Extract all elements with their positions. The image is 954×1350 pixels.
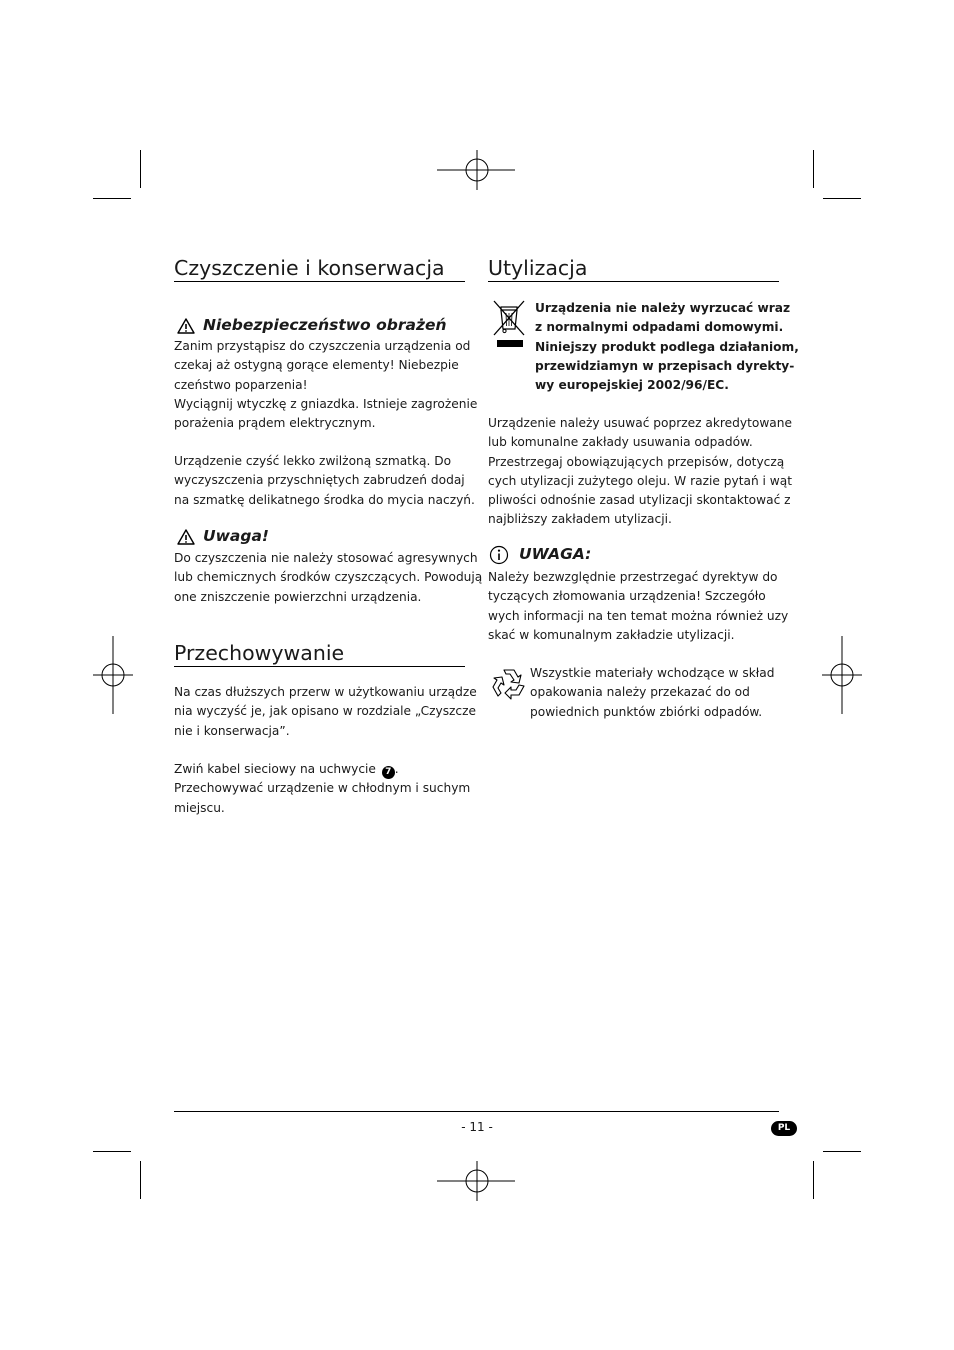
note-heading-row <box>489 545 591 565</box>
text-line: najbliższy zakładem utylizacji. <box>488 512 672 527</box>
warning-triangle-icon <box>177 529 195 545</box>
page-number: - 11 - <box>461 1120 493 1134</box>
registration-mark-left <box>93 636 133 714</box>
disposal-title-rule <box>488 281 779 282</box>
text-line: Wyciągnij wtyczkę z gniazdka. Istnieje zagrożenie <box>174 396 478 411</box>
text-line: wy europejskiej 2002/96/EC. <box>535 378 729 393</box>
text-line: tyczących złomowania urządzenia! Szczegóło <box>488 589 766 604</box>
cable-suffix: . <box>394 762 399 776</box>
text-line: Urządzenie należy usuwać poprzez akredytowane <box>488 416 792 430</box>
crossed-bin-icon <box>491 298 527 348</box>
text-line: przewidziamyn w przepisach dyrekty- <box>535 358 795 373</box>
text-line: wych informacji na ten temat można również uzy <box>488 608 789 623</box>
part-number-badge: 7 <box>382 766 395 779</box>
text-line: powiednich punktów zbiórki odpadów. <box>530 704 763 719</box>
text-line: Na czas dłuższych przerw w użytkowaniu urządze <box>174 685 477 699</box>
disposal-title: Utylizacja <box>488 256 588 280</box>
note-text <box>488 568 788 645</box>
storage-text-1 <box>174 683 477 741</box>
text-line: z normalnymi odpadami domowymi. <box>535 320 784 335</box>
info-icon <box>489 545 509 565</box>
warning-triangle-icon <box>177 318 195 334</box>
text-line: Do czyszczenia nie należy stosować agresywnych <box>174 551 478 565</box>
storage-title: Przechowywanie <box>174 641 345 665</box>
text-line: Należy bezwzględnie przestrzegać dyrektyw do <box>488 570 778 584</box>
text-line: czeństwo poparzenia! <box>174 377 308 392</box>
injury-warning-text <box>174 337 477 433</box>
text-line: cych utylizacji zużytego oleju. W razie pytań i wąt <box>488 473 793 488</box>
text-line: czekaj aż ostygną gorące elementy! Niebezpie <box>174 358 459 373</box>
recycle-text <box>530 664 774 722</box>
language-badge: PL <box>771 1121 797 1136</box>
text-line: skać w komunalnym zakładzie utylizacji. <box>488 627 735 642</box>
disposal-body-text <box>488 414 792 530</box>
registration-mark-top <box>437 150 517 190</box>
storage-text-2 <box>174 760 470 818</box>
cleaning-title-rule <box>174 281 465 282</box>
text-line: porażenia prądem elektrycznym. <box>174 416 376 431</box>
caution-heading: Uwaga! <box>203 527 269 546</box>
text-line: lub chemicznych środków czyszczących. Powodują <box>174 570 483 585</box>
text-line: miejscu. <box>174 800 225 815</box>
text-line: Urządzenia nie należy wyrzucać wraz <box>535 301 791 315</box>
caution-text <box>174 549 482 607</box>
storage-title-rule <box>174 666 465 667</box>
caution-heading-row <box>177 529 269 545</box>
text-line: na szmatkę delikatnego środka do mycia naczyń. <box>174 492 475 507</box>
text-line: lub komunalne zakłady usuwania odpadów. <box>488 435 753 450</box>
text-line: pliwości odnośnie zasad utylizacji skontaktować z <box>488 493 791 508</box>
registration-mark-bottom <box>437 1161 517 1201</box>
recycle-icon <box>489 666 529 704</box>
text-line: Zanim przystąpisz do czyszczenia urządzenia od <box>174 339 471 353</box>
injury-warning-heading-row <box>177 318 447 334</box>
text-line: Przestrzegaj obowiązujących przepisów, dotyczą <box>488 454 785 469</box>
weee-text <box>535 299 799 395</box>
cable-text: Zwiń kabel sieciowy na uchwycie <box>174 762 376 776</box>
cable-line <box>174 760 470 779</box>
note-heading: UWAGA: <box>519 545 592 564</box>
cleaning-title: Czyszczenie i konserwacja <box>174 256 445 280</box>
text-line: Wszystkie materiały wchodzące w skład <box>530 666 775 680</box>
cleaning-body-text <box>174 452 475 510</box>
text-line: Niniejszy produkt podlega działaniom, <box>535 339 799 354</box>
footer-rule <box>174 1111 779 1112</box>
text-line: nia wyczyść je, jak opisano w rozdziale „Czyszcze <box>174 704 477 719</box>
registration-mark-right <box>822 636 862 714</box>
injury-warning-heading: Niebezpieczeństwo obrażeń <box>203 316 447 335</box>
text-line: wyczyszczenia przyschniętych zabrudzeń dodaj <box>174 473 465 488</box>
text-line: opakowania należy przekazać do od <box>530 685 750 700</box>
text-line: one zniszczenie powierzchni urządzenia. <box>174 589 422 604</box>
text-line: nie i konserwacja”. <box>174 723 290 738</box>
text-line: Przechowywać urządzenie w chłodnym i suchym <box>174 781 471 796</box>
text-line: Urządzenie czyść lekko zwilżoną szmatką. Do <box>174 454 452 468</box>
